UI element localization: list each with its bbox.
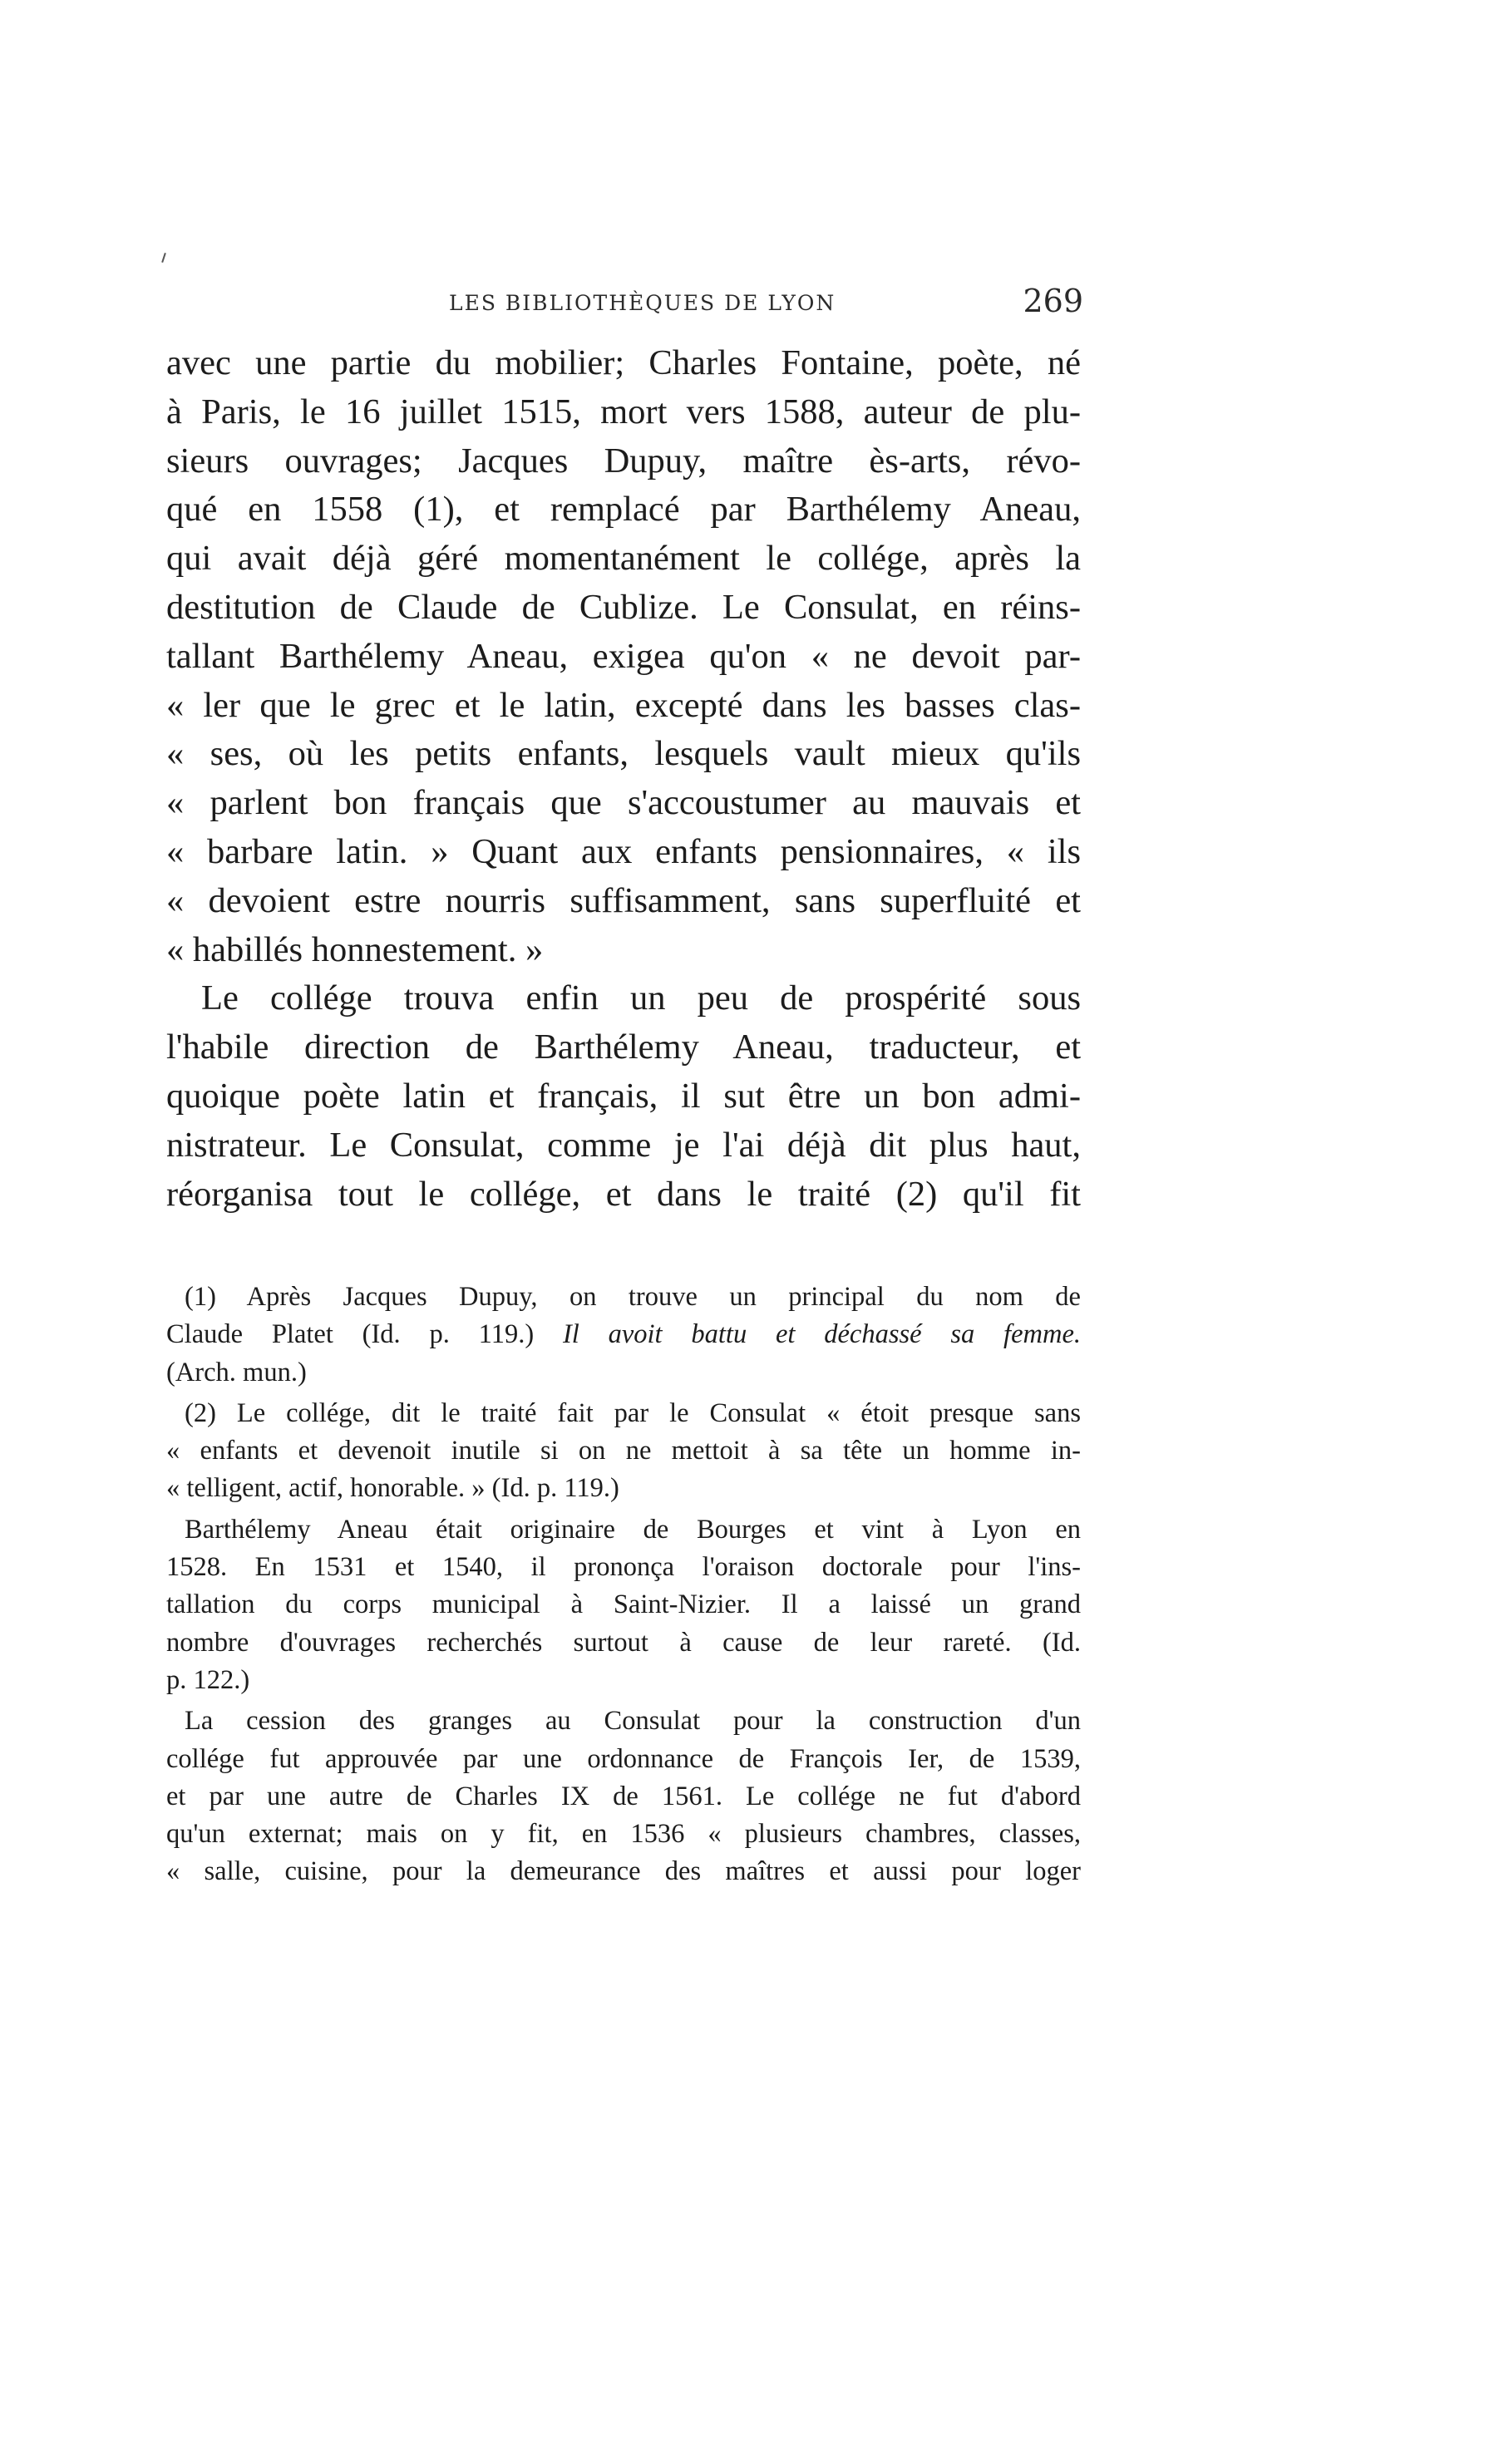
footnote-line: « telligent, actif, honorable. » (Id. p. 119.) — [166, 1473, 619, 1504]
text-line: nistrateur. Le Consulat, comme je l'ai déjà dit plus haut, — [166, 1125, 1081, 1165]
footnote-line: tallation du corps municipal à Saint-Nizier. Il a laissé un grand — [166, 1589, 1081, 1620]
footnote-line — [166, 1316, 1081, 1353]
footnote-line: p. 122.) — [166, 1664, 250, 1695]
text-line: « habillés honnestement. » — [166, 929, 544, 969]
text-line: réorganisa tout le collége, et dans le traité (2) qu'il fit — [166, 1174, 1081, 1214]
text-line: tallant Barthélemy Aneau, exigea qu'on « ne devoit par- — [166, 636, 1081, 676]
text-line: « devoient estre nourris suffisamment, sans superfluité et — [166, 880, 1081, 920]
text-line: quoique poète latin et français, il sut être un bon admi- — [166, 1076, 1081, 1116]
footnote-line: « enfants et devenoit inutile si on ne mettoit à sa tête un homme in- — [166, 1436, 1081, 1466]
text-line: qué en 1558 (1), et remplacé par Barthélemy Aneau, — [166, 490, 1081, 530]
text-line: « parlent bon français que s'accoustumer au mauvais et — [166, 783, 1081, 823]
footnote-line: 1528. En 1531 et 1540, il prononça l'oraison doctorale pour l'ins- — [166, 1552, 1081, 1583]
text-line: l'habile direction de Barthélemy Aneau, traducteur, et — [166, 1027, 1081, 1067]
footnote-line: La cession des granges au Consulat pour la construction d'un — [185, 1706, 1081, 1737]
text-line: « ses, où les petits enfants, lesquels vault mieux qu'ils — [166, 734, 1081, 774]
text-line: à Paris, le 16 juillet 1515, mort vers 1588, auteur de plu- — [166, 392, 1081, 431]
stray-mark — [161, 253, 166, 263]
footnote-line: (Arch. mun.) — [166, 1357, 307, 1387]
footnote-text: Claude Platet (Id. p. 119.) — [166, 1319, 563, 1350]
footnote-italic-quote: Il avoit battu et déchassé sa femme. — [562, 1319, 1081, 1350]
running-head: LES BIBLIOTHÈQUES DE LYON — [449, 291, 836, 315]
footnote-line: qu'un externat; mais on y fit, en 1536 « plusieurs chambres, classes, — [166, 1819, 1081, 1850]
footnote-line: Barthélemy Aneau était originaire de Bourges et vint à Lyon en — [185, 1514, 1081, 1545]
text-line: sieurs ouvrages; Jacques Dupuy, maître ès-arts, révo- — [166, 441, 1081, 480]
footnotes — [166, 1279, 1081, 1891]
text-line: « ler que le grec et le latin, excepté dans les basses clas- — [166, 685, 1081, 725]
footnote-line: nombre d'ouvrages recherchés surtout à cause de leur rareté. (Id. — [166, 1627, 1081, 1658]
main-text — [166, 339, 1081, 1219]
text-line: qui avait déjà géré momentanément le collége, après la — [166, 539, 1081, 579]
footnote-line: collége fut approuvée par une ordonnance de François Ier, de 1539, — [166, 1743, 1081, 1774]
text-line: Le collége trouva enfin un peu de prospérité sous — [201, 978, 1081, 1018]
text-line: avec une partie du mobilier; Charles Fontaine, poète, né — [166, 343, 1081, 382]
footnote-line: (1) Après Jacques Dupuy, on trouve un principal du nom de — [185, 1282, 1081, 1312]
footnote-line: (2) Le collége, dit le traité fait par le Consulat « étoit presque sans — [185, 1397, 1081, 1428]
text-line: « barbare latin. » Quant aux enfants pensionnaires, « ils — [166, 831, 1081, 871]
page-header — [166, 283, 1081, 333]
footnote-line: et par une autre de Charles IX de 1561. Le collége ne fut d'abord — [166, 1781, 1081, 1811]
text-line: destitution de Claude de Cublize. Le Consulat, en réins- — [166, 587, 1081, 627]
page-number: 269 — [1023, 283, 1083, 319]
footnote-line: « salle, cuisine, pour la demeurance des maîtres et aussi pour loger — [166, 1856, 1081, 1887]
